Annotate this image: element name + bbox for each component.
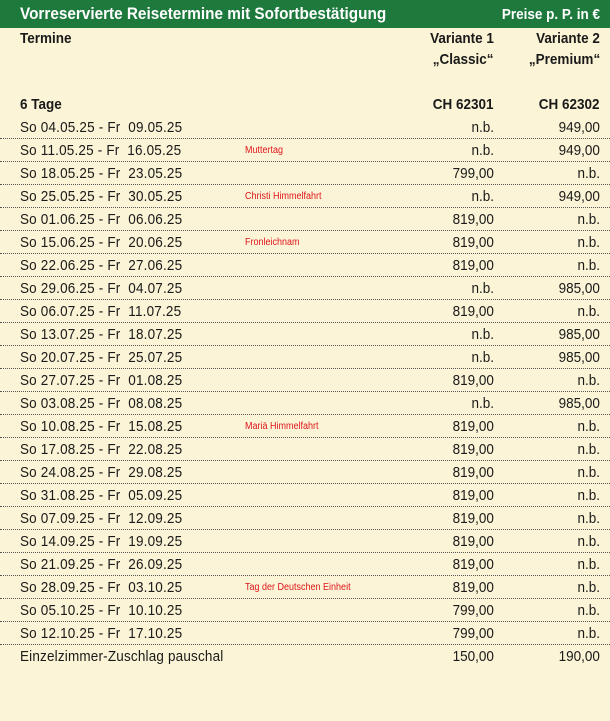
price-unit-label: Preise p. P. in €	[501, 5, 600, 23]
variant1-code: CH 62301	[433, 96, 494, 113]
row-dates: So 20.07.25 - Fr 25.07.25	[20, 349, 183, 366]
table-row	[0, 231, 610, 254]
row-dates: So 21.09.25 - Fr 26.09.25	[20, 556, 183, 573]
row-price-variant1: 819,00	[452, 579, 494, 596]
row-dates: So 22.06.25 - Fr 27.06.25	[20, 257, 183, 274]
termine-label: Termine	[20, 30, 72, 47]
row-dates: So 27.07.25 - Fr 01.08.25	[20, 372, 183, 389]
row-price-variant2: 949,00	[558, 119, 600, 136]
row-price-variant2: 985,00	[558, 395, 600, 412]
row-price-variant1: 819,00	[452, 418, 494, 435]
table-row	[0, 162, 610, 185]
row-dates: So 28.09.25 - Fr 03.10.25	[20, 579, 183, 596]
variant2-code: CH 62302	[539, 96, 600, 113]
variant1-name: Variante 1	[430, 30, 494, 47]
row-dates: So 05.10.25 - Fr 10.10.25	[20, 602, 183, 619]
row-price-variant1: 819,00	[452, 464, 494, 481]
row-holiday-note: Tag der Deutschen Einheit	[245, 582, 351, 593]
table-header-bar	[0, 0, 610, 28]
row-price-variant2: n.b.	[577, 303, 600, 320]
table-row	[0, 300, 610, 323]
table-row	[0, 484, 610, 507]
row-price-variant2: n.b.	[577, 211, 600, 228]
table-title: Vorreservierte Reisetermine mit Sofortbestätigung	[20, 4, 387, 23]
row-dates: So 12.10.25 - Fr 17.10.25	[20, 625, 183, 642]
row-price-variant2: 985,00	[558, 280, 600, 297]
variant1-subtitle: „Classic“	[433, 51, 494, 68]
row-price-variant2: 949,00	[558, 142, 600, 159]
table-row	[0, 323, 610, 346]
row-price-variant2: n.b.	[577, 257, 600, 274]
row-price-variant2: n.b.	[577, 372, 600, 389]
variant2-name: Variante 2	[536, 30, 600, 47]
row-holiday-note: Fronleichnam	[245, 237, 300, 248]
row-price-variant1: 799,00	[452, 165, 494, 182]
table-row	[0, 438, 610, 461]
row-price-variant2: n.b.	[577, 510, 600, 527]
column-headers	[0, 28, 610, 116]
table-row	[0, 369, 610, 392]
row-price-variant1: 799,00	[452, 625, 494, 642]
row-price-variant2: n.b.	[577, 579, 600, 596]
row-dates: So 06.07.25 - Fr 11.07.25	[20, 303, 182, 320]
row-dates: So 13.07.25 - Fr 18.07.25	[20, 326, 183, 343]
row-dates: So 03.08.25 - Fr 08.08.25	[20, 395, 183, 412]
row-dates: So 31.08.25 - Fr 05.09.25	[20, 487, 183, 504]
row-holiday-note: Muttertag	[245, 145, 284, 156]
supplement-v2: 190,00	[558, 648, 600, 665]
table-row	[0, 507, 610, 530]
row-dates: So 14.09.25 - Fr 19.09.25	[20, 533, 183, 550]
row-price-variant1: n.b.	[471, 349, 494, 366]
row-price-variant1: 819,00	[452, 487, 494, 504]
row-dates: So 04.05.25 - Fr 09.05.25	[20, 119, 183, 136]
row-holiday-note: Mariä Himmelfahrt	[245, 421, 319, 432]
row-price-variant1: 819,00	[452, 372, 494, 389]
row-price-variant2: n.b.	[577, 464, 600, 481]
row-price-variant1: n.b.	[471, 188, 494, 205]
row-price-variant1: 799,00	[452, 602, 494, 619]
row-dates: So 18.05.25 - Fr 23.05.25	[20, 165, 183, 182]
table-row	[0, 277, 610, 300]
table-row	[0, 116, 610, 139]
row-price-variant1: n.b.	[471, 142, 494, 159]
table-row	[0, 599, 610, 622]
row-price-variant2: n.b.	[577, 533, 600, 550]
table-row	[0, 530, 610, 553]
row-dates: So 01.06.25 - Fr 06.06.25	[20, 211, 183, 228]
table-row	[0, 208, 610, 231]
row-price-variant1: 819,00	[452, 556, 494, 573]
row-price-variant2: n.b.	[577, 602, 600, 619]
row-dates: So 25.05.25 - Fr 30.05.25	[20, 188, 183, 205]
row-price-variant1: 819,00	[452, 211, 494, 228]
row-price-variant2: n.b.	[577, 487, 600, 504]
supplement-v1: 150,00	[452, 648, 494, 665]
row-dates: So 10.08.25 - Fr 15.08.25	[20, 418, 183, 435]
variant2-subtitle: „Premium“	[528, 51, 600, 68]
row-price-variant2: n.b.	[577, 234, 600, 251]
table-row	[0, 415, 610, 438]
row-price-variant2: n.b.	[577, 625, 600, 642]
row-price-variant1: n.b.	[471, 280, 494, 297]
row-dates: So 15.06.25 - Fr 20.06.25	[20, 234, 183, 251]
row-price-variant1: 819,00	[452, 510, 494, 527]
table-row	[0, 139, 610, 162]
supplement-label: Einzelzimmer-Zuschlag pauschal	[20, 648, 224, 665]
table-row	[0, 622, 610, 645]
row-price-variant2: n.b.	[577, 165, 600, 182]
row-holiday-note: Christi Himmelfahrt	[245, 191, 322, 202]
row-price-variant1: 819,00	[452, 303, 494, 320]
table-row	[0, 392, 610, 415]
row-price-variant1: n.b.	[471, 326, 494, 343]
row-price-variant1: 819,00	[452, 234, 494, 251]
row-price-variant2: 949,00	[558, 188, 600, 205]
row-price-variant2: n.b.	[577, 441, 600, 458]
table-row	[0, 254, 610, 277]
row-price-variant1: 819,00	[452, 533, 494, 550]
table-row	[0, 576, 610, 599]
row-price-variant2: 985,00	[558, 349, 600, 366]
table-row	[0, 185, 610, 208]
row-dates: So 24.08.25 - Fr 29.08.25	[20, 464, 183, 481]
row-price-variant1: 819,00	[452, 257, 494, 274]
row-price-variant1: n.b.	[471, 395, 494, 412]
date-rows	[0, 116, 610, 645]
row-price-variant2: n.b.	[577, 556, 600, 573]
duration-label: 6 Tage	[20, 96, 62, 113]
table-row	[0, 346, 610, 369]
row-price-variant1: n.b.	[471, 119, 494, 136]
row-dates: So 17.08.25 - Fr 22.08.25	[20, 441, 183, 458]
table-row	[0, 553, 610, 576]
row-price-variant1: 819,00	[452, 441, 494, 458]
row-dates: So 29.06.25 - Fr 04.07.25	[20, 280, 183, 297]
row-price-variant2: 985,00	[558, 326, 600, 343]
supplement-row	[0, 645, 610, 668]
table-row	[0, 461, 610, 484]
row-dates: So 11.05.25 - Fr 16.05.25	[20, 142, 182, 159]
row-dates: So 07.09.25 - Fr 12.09.25	[20, 510, 183, 527]
row-price-variant2: n.b.	[577, 418, 600, 435]
